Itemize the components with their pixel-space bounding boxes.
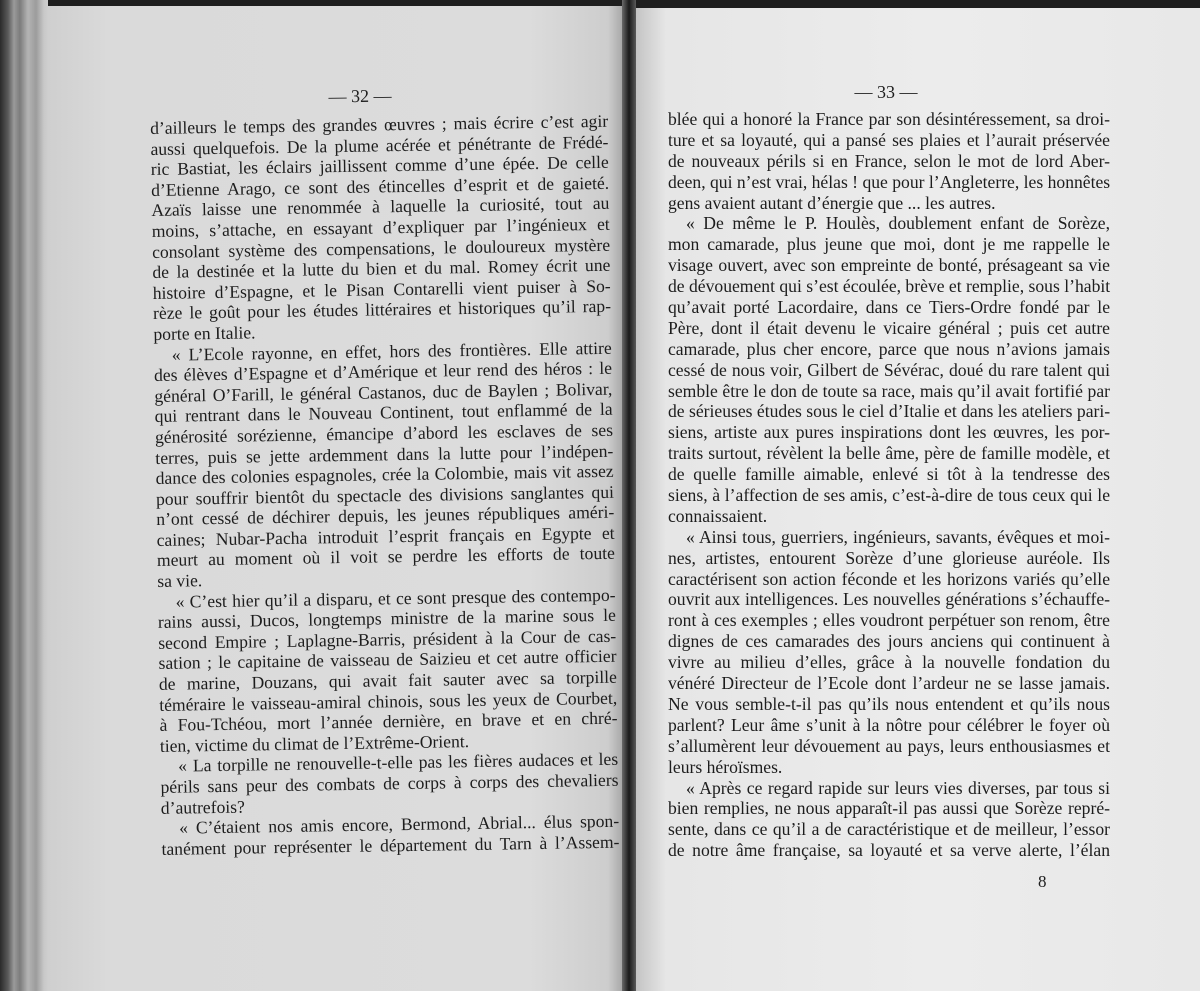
text-line: nes, artistes, entourent Sorèze d’une glorieuse auréole. Ils bbox=[668, 547, 1110, 568]
text-line: qu’avait porté Lacordaire, dans ce Tiers-Ordre fondé par le bbox=[668, 297, 1110, 318]
text-line: qui rentrant dans le Nouveau Continent, tout enflammé de la bbox=[154, 399, 613, 427]
text-line: d’Etienne Arago, ce sont des étincelles d’esprit et de gaieté. bbox=[150, 172, 610, 200]
text-line: tanément pour représenter le département du Tarn à l’Assem- bbox=[161, 831, 620, 859]
text-line: ouvrit aux intelligences. Les nouvelles générations s’échauffe- bbox=[668, 589, 1110, 610]
text-line: consolant système des compensations, le douloureux mystère bbox=[151, 234, 611, 262]
text-line: de dévouement qui s’est écoulée, brève et remplie, sous l’habit bbox=[668, 276, 1111, 297]
text-line: de la destinée et la lutte du bien et du mal. Romey écrit une bbox=[152, 254, 611, 283]
paragraph bbox=[668, 213, 1110, 526]
text-line: « C’est hier qu’il a disparu, et ce sont presque des contempo- bbox=[175, 584, 616, 612]
text-line: Azaïs laisse une renommée à laquelle la curiosité, tout au bbox=[151, 193, 610, 221]
text-line: meurt au moment où il voit se perdre les efforts de toute bbox=[156, 543, 616, 571]
text-line: porte en Italie. bbox=[153, 322, 256, 344]
text-line: deen, qui n’est vrai, hélas ! que pour l’Angleterre, les honnêtes bbox=[668, 171, 1111, 192]
text-line: d’ailleurs le temps des grandes œuvres ; mais écrire c’est agir bbox=[150, 110, 609, 138]
book-gutter bbox=[622, 0, 636, 991]
text-line: caines; Nubar-Pacha introduit l’esprit français en Egypte et bbox=[156, 522, 615, 550]
paragraph bbox=[161, 811, 620, 859]
text-line: pour souffrir bientôt du spectacle des divisions sanglantes qui bbox=[155, 481, 615, 509]
text-line: histoire d’Espagne, et le Pisan Contarelli vient puiser à So- bbox=[152, 275, 611, 303]
text-line: rains aussi, Ducos, longtemps ministre de la marine sous le bbox=[157, 604, 617, 633]
text-line: traits surtout, révèlent la belle âme, père de famille modèle, et bbox=[668, 443, 1110, 464]
paragraph bbox=[157, 584, 618, 756]
signature-mark: 8 bbox=[1038, 872, 1047, 891]
text-line: sation ; le capitaine de vaisseau de Saizieu et cet autre officier bbox=[158, 646, 617, 674]
paragraph bbox=[668, 109, 1110, 213]
text-line: sente, dans ce qu’il a de caractéristique et de meilleur, l’essor bbox=[668, 819, 1110, 840]
paragraph bbox=[160, 749, 619, 818]
text-line: gens avaient autant d’énergie que ... les autres. bbox=[668, 192, 996, 213]
text-line: général O’Farill, le général Castanos, duc de Baylen ; Bolivar, bbox=[154, 378, 613, 406]
text-line: générosité sorézienne, émancipe d’abord les esclaves de ses bbox=[154, 419, 614, 447]
text-line: « La torpille ne renouvelle-t-elle pas les fières audaces et les bbox=[178, 749, 619, 777]
text-line: n’ont cessé de déchirer depuis, les jeunes républiques améri- bbox=[156, 502, 615, 530]
text-line: de marine, Douzans, qui avait fait sauter avec sa torpille bbox=[158, 666, 617, 694]
text-line: moins, s’attache, en essayant d’expliquer par l’ingénieux et bbox=[151, 213, 610, 241]
text-line: leurs héroïsmes. bbox=[668, 756, 783, 777]
text-line: de quelle famille aimable, enlevé si tôt à la tendresse des bbox=[668, 464, 1110, 485]
text-line: dignes de ces camarades des jours anciens qui continuent à bbox=[668, 631, 1110, 652]
text-line: rèze le goût pour les études littéraires et historiques qu’il rap- bbox=[152, 296, 612, 324]
text-line: « Après ce regard rapide sur leurs vies diverses, par tous si bbox=[686, 777, 1110, 798]
paragraph bbox=[668, 778, 1110, 862]
right-page-text bbox=[668, 109, 1110, 861]
text-line: sa vie. bbox=[157, 570, 203, 592]
text-line: siens, à l’affection de ses amis, c’est-à-dire de tous ceux qui le bbox=[668, 485, 1110, 506]
text-line: de notre âme française, sa loyauté et sa verve alerte, l’élan bbox=[668, 840, 1110, 861]
text-line: visage ouvert, avec son empreinte de bonté, présageant sa vie bbox=[668, 255, 1110, 276]
text-line: des élèves d’Espagne et d’Amérique et leur rend des héros : le bbox=[153, 357, 613, 386]
text-line: téméraire le vaisseau-amiral chinois, sous les yeux de Courbet, bbox=[159, 687, 618, 715]
text-line: à Fou-Tchéou, mort l’année dernière, en brave et en chré- bbox=[159, 707, 618, 736]
text-line: cessé de nous voir, Gilbert de Sévérac, doué du rare talent qui bbox=[668, 359, 1110, 380]
text-line: « Ainsi tous, guerriers, ingénieurs, savants, évêques et moi- bbox=[686, 526, 1110, 547]
text-line: parlent? Leur âme s’unit à la nôtre pour célébrer le foyer où bbox=[668, 714, 1110, 735]
text-line: vivre au milieu d’elles, grâce à la nouvelle fondation du bbox=[668, 652, 1110, 673]
left-page-text bbox=[150, 111, 620, 859]
text-line: de nouveaux périls si en France, selon le mot de lord Aber- bbox=[668, 150, 1110, 171]
text-line: second Empire ; Laplagne-Barris, président à la Cour de cas- bbox=[158, 625, 617, 653]
paragraph bbox=[668, 527, 1110, 778]
text-line: dance des colonies espagnoles, crée la Colombie, mais vit assez bbox=[155, 460, 614, 489]
text-line: camarade, plus cher encore, parce que nous n’avions jamais bbox=[668, 338, 1110, 359]
text-line: ric Bastiat, les éclairs jaillissent comme d’une épée. De celle bbox=[150, 151, 609, 180]
text-line: Père, dont il était devenu le vicaire général ; puis cet autre bbox=[668, 317, 1110, 338]
text-line: d’autrefois? bbox=[160, 796, 246, 818]
right-page-number: — 33 — bbox=[854, 82, 918, 102]
text-line: tien, victime du climat de l’Extrême-Orient. bbox=[159, 730, 470, 756]
text-line: bien remplies, ne nous apparaît-il pas aussi que Sorèze repré- bbox=[668, 798, 1110, 819]
text-line: connaissaient. bbox=[668, 505, 768, 526]
text-line: caractérisent son action féconde et les horizons variés qu’elle bbox=[668, 568, 1110, 589]
paragraph bbox=[154, 337, 616, 591]
text-line: ture et sa loyauté, qui a pansé ses plaies et l’aurait préservée bbox=[668, 129, 1110, 150]
text-line: s’allumèrent leur dévouement au pays, leurs enthousiasmes et bbox=[668, 735, 1110, 756]
text-line: « De même le P. Houlès, doublement enfant de Sorèze, bbox=[686, 213, 1110, 234]
text-line: « L’Ecole rayonne, en effet, hors des frontières. Elle attire bbox=[171, 337, 612, 365]
book-page-edges bbox=[0, 0, 48, 991]
text-line: siens, artiste aux pures inspirations dont les œuvres, les por- bbox=[668, 422, 1110, 443]
text-line: vénéré Directeur de l’Ecole dont l’ardeur ne se lasse jamais. bbox=[668, 673, 1110, 694]
text-line: aussi quelquefois. De la plume acérée et pénétrante de Frédé- bbox=[150, 131, 609, 159]
text-line: semble être le don de toute sa race, mais qu’il avait fortifié par bbox=[668, 380, 1110, 401]
text-line: Ne vous semble-t-il pas qu’ils nous entendent et qu’ils nous bbox=[668, 693, 1110, 714]
left-page-number: — 32 — bbox=[328, 85, 392, 107]
text-line: mon camarade, plus jeune que moi, dont je me rappelle le bbox=[668, 234, 1110, 255]
text-line: « C’étaient nos amis encore, Bermond, Abrial... élus spon- bbox=[178, 810, 620, 838]
text-line: blée qui a honoré la France par son désintéressement, sa droi- bbox=[668, 109, 1110, 129]
paragraph bbox=[150, 111, 612, 345]
text-line: ront à ces exemples ; elles voudront perpétuer son renom, être bbox=[668, 610, 1110, 631]
text-line: terres, puis se jette ardemment dans la lutte pour l’indépen- bbox=[155, 440, 614, 468]
text-line: de sérieuses études sous le ciel d’Italie et dans les ateliers pari- bbox=[668, 401, 1111, 422]
text-line: périls sans peur des combats de corps à corps des chevaliers bbox=[160, 769, 619, 797]
